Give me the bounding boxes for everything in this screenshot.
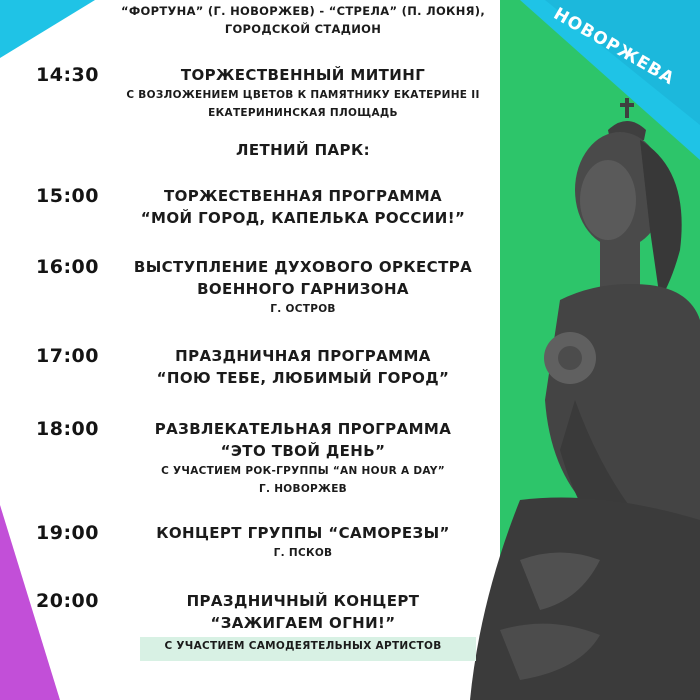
event-detail: С УЧАСТИЕМ РОК-ГРУППЫ “AN HOUR A DAY”: [161, 465, 445, 477]
banner-title: НОВОРЖЕВА: [550, 4, 678, 90]
event-location: Г. ОСТРОВ: [270, 303, 336, 315]
match-line: “ФОРТУНА” (Г. НОВОРЖЕВ) - “СТРЕЛА” (П. ЛОКНЯ),: [120, 4, 486, 18]
event-time: 17:00: [36, 345, 99, 367]
park-subheading: ЛЕТНИЙ ПАРК:: [235, 141, 371, 159]
event-time: 18:00: [36, 418, 99, 440]
event-subtitle: “ЗАЖИГАЕМ ОГНИ!”: [210, 614, 396, 632]
cyan-corner-shape: [0, 0, 95, 58]
event-title: ТОРЖЕСТВЕННАЯ ПРОГРАММА: [163, 187, 443, 205]
event-time: 20:00: [36, 590, 99, 612]
event-location: ЕКАТЕРИНИНСКАЯ ПЛОЩАДЬ: [208, 107, 398, 119]
venue-line: ГОРОДСКОЙ СТАДИОН: [224, 22, 382, 36]
event-detail: С ВОЗЛОЖЕНИЕМ ЦВЕТОВ К ПАМЯТНИКУ ЕКАТЕРИНЕ II: [126, 89, 480, 101]
event-details: [110, 185, 496, 229]
event-subtitle: ВОЕННОГО ГАРНИЗОНА: [197, 280, 409, 298]
event-time: 19:00: [36, 522, 99, 544]
event-title: ПРАЗДНИЧНАЯ ПРОГРАММА: [175, 347, 431, 365]
event-subtitle: “ПОЮ ТЕБЕ, ЛЮБИМЫЙ ГОРОД”: [156, 369, 450, 387]
header-block: [110, 2, 496, 38]
event-title: РАЗВЛЕКАТЕЛЬНАЯ ПРОГРАММА: [154, 420, 452, 438]
event-details: [110, 418, 496, 498]
event-details: [110, 64, 496, 122]
event-details: [110, 256, 496, 318]
event-details: [110, 345, 496, 389]
event-subtitle: “МОЙ ГОРОД, КАПЕЛЬКА РОССИИ!”: [140, 209, 466, 227]
event-location: Г. ПСКОВ: [273, 547, 333, 559]
event-detail: С УЧАСТИЕМ САМОДЕЯТЕЛЬНЫХ АРТИСТОВ: [164, 640, 442, 652]
event-title: КОНЦЕРТ ГРУППЫ “САМОРЕЗЫ”: [156, 524, 450, 542]
event-title: ПРАЗДНИЧНЫЙ КОНЦЕРТ: [186, 592, 420, 610]
event-time: 14:30: [36, 64, 99, 86]
event-details: [110, 522, 496, 562]
event-title: ВЫСТУПЛЕНИЕ ДУХОВОГО ОРКЕСТРА: [133, 258, 473, 276]
event-location: Г. НОВОРЖЕВ: [258, 483, 347, 495]
event-time: 15:00: [36, 185, 99, 207]
event-subtitle: “ЭТО ТВОЙ ДЕНЬ”: [220, 442, 386, 460]
event-details: [110, 590, 496, 658]
event-title: ТОРЖЕСТВЕННЫЙ МИТИНГ: [180, 66, 426, 84]
event-time: 16:00: [36, 256, 99, 278]
